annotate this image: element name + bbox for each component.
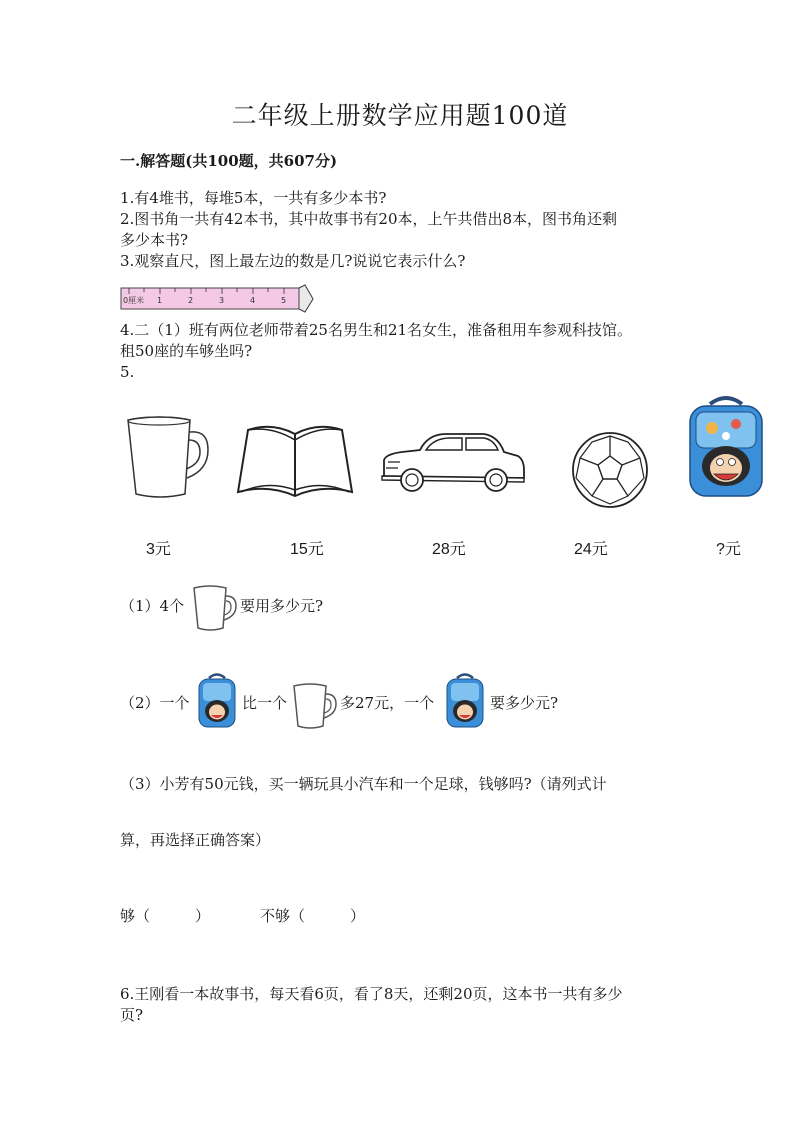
car-icon xyxy=(380,432,526,494)
question-6-line-1: 6.王刚看一本故事书，每天看6页，看了8天，还剩20页，这本书一共有多少 xyxy=(120,985,623,1003)
small-cup-icon xyxy=(190,582,238,634)
book-icon xyxy=(236,420,354,498)
section-heading: 一.解答题(共100题，共607分) xyxy=(120,152,338,170)
ruler-tick-2: 2 xyxy=(188,296,194,305)
sub-question-3-line-1: （3）小芳有50元钱，买一辆玩具小汽车和一个足球，钱够吗?（请列式计 xyxy=(120,775,607,793)
ruler-tick-3: 3 xyxy=(219,296,225,305)
sub-question-1-prefix: （1）4个 xyxy=(120,597,185,615)
small-cup-icon-2 xyxy=(290,680,338,732)
small-backpack-icon-2 xyxy=(444,673,486,729)
question-1: 1.有4堆书，每堆5本，一共有多少本书? xyxy=(120,189,387,207)
sub-question-3-line-2: 算，再选择正确答案） xyxy=(120,831,271,849)
ruler-tick-5: 5 xyxy=(281,296,287,305)
small-backpack-icon xyxy=(196,673,238,729)
question-4-line-2: 租50座的车够坐吗? xyxy=(120,342,253,360)
question-2-line-1: 2.图书角一共有42本书，其中故事书有20本，上午共借出8本，图书角还剩 xyxy=(120,210,618,228)
page-title: 二年级上册数学应用题100道 xyxy=(231,101,569,130)
book-price: 15元 xyxy=(290,541,324,558)
backpack-icon xyxy=(684,396,768,500)
question-5-label: 5. xyxy=(120,363,135,381)
car-price: 28元 xyxy=(432,541,466,558)
football-price: 24元 xyxy=(574,541,608,558)
sub-question-2-suffix: 要多少元? xyxy=(490,694,559,712)
ruler-tick-1: 1 xyxy=(157,296,163,305)
question-2-line-2: 多少本书? xyxy=(120,231,189,249)
sub-question-2-prefix: （2）一个 xyxy=(120,694,190,712)
ruler-tick-4: 4 xyxy=(250,296,256,305)
question-6-line-2: 页? xyxy=(120,1006,144,1024)
sub-question-2-middle: 比一个 xyxy=(242,694,288,712)
football-icon xyxy=(570,430,650,510)
question-3: 3.观察直尺，图上最左边的数是几?说说它表示什么? xyxy=(120,252,466,270)
choice-not-enough[interactable]: 不够（ ） xyxy=(260,907,366,925)
ruler-image xyxy=(119,285,315,313)
question-4-line-1: 4.二（1）班有两位老师带着25名男生和21名女生，准备租用车参观科技馆。 xyxy=(120,321,633,339)
choice-enough[interactable]: 够（ ） xyxy=(120,907,211,925)
backpack-price: ?元 xyxy=(716,541,741,558)
sub-question-1-suffix: 要用多少元? xyxy=(240,597,324,615)
cup-icon xyxy=(122,412,212,500)
sub-question-2-mid2: 多27元，一个 xyxy=(340,694,435,712)
ruler-unit-label: 0厘米 xyxy=(123,296,145,305)
cup-price: 3元 xyxy=(146,541,171,558)
